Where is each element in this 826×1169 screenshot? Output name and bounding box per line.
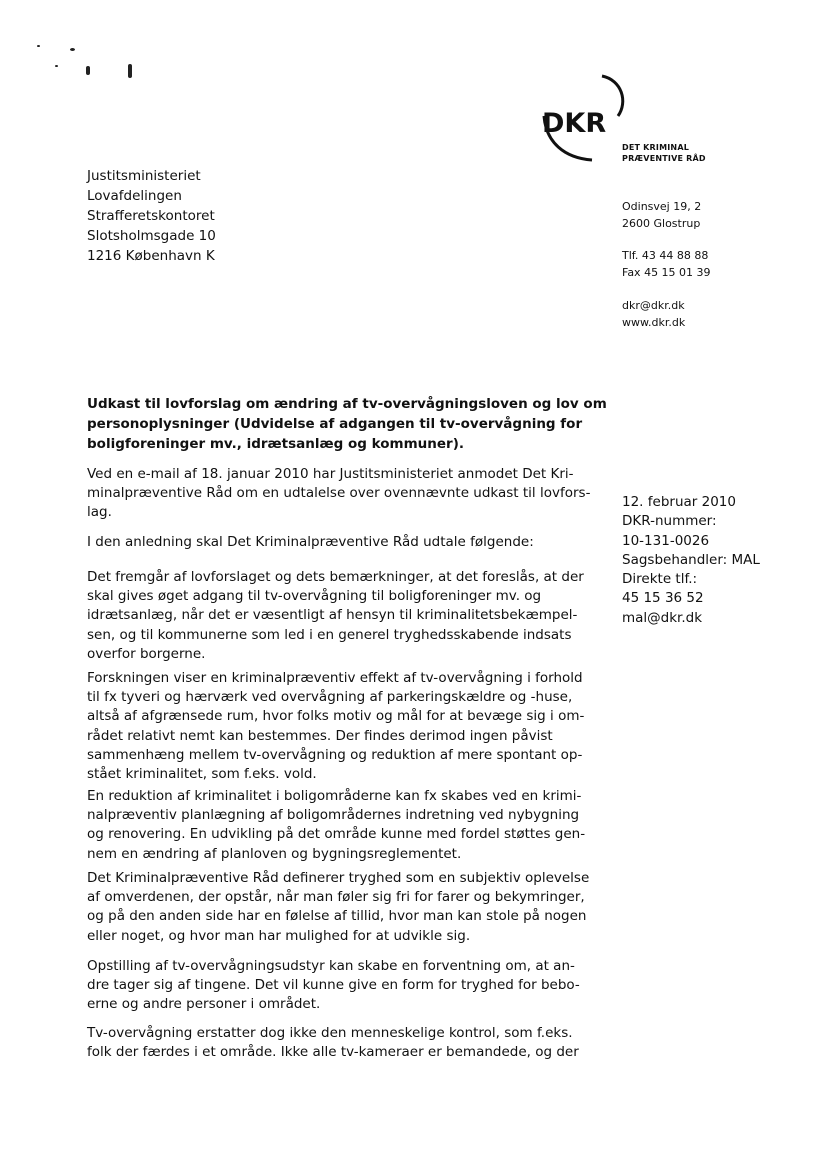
recipient-line: Strafferetskontoret bbox=[87, 208, 215, 224]
paragraph-line: Ved en e-mail af 18. januar 2010 har Justitsministeriet anmodet Det Kri- bbox=[87, 466, 574, 482]
paragraph-line: Opstilling af tv-overvågningsudstyr kan skabe en forventning om, at an- bbox=[87, 958, 575, 974]
dkr-logo bbox=[524, 72, 634, 168]
subject-line: boligforeninger mv., idrætsanlæg og kommuner). bbox=[87, 436, 465, 452]
paragraph-line: Det fremgår af lovforslaget og dets bemærkninger, at det foreslås, at der bbox=[87, 569, 584, 585]
paragraph-line: minalpræventive Råd om en udtalelse over ovennævnte udkast til lovfors- bbox=[87, 485, 591, 502]
paragraph bbox=[87, 465, 612, 523]
paragraph-line: En reduktion af kriminalitet i boligområderne kan fx skabes ved en krimi- bbox=[87, 788, 582, 804]
paragraph-line: nem en ændring af planloven og bygningsreglementet. bbox=[87, 845, 462, 862]
email-link[interactable]: dkr@dkr.dk bbox=[622, 299, 685, 312]
paragraph-line: og renovering. En udvikling på det område kunne med fordel støttes gen- bbox=[87, 826, 586, 843]
address-line: 2600 Glostrup bbox=[622, 217, 701, 230]
paragraph-line: nalpræventiv planlægning af boligområdernes indretning ved nybygning bbox=[87, 807, 580, 824]
paragraph-line: altså af afgrænsede rum, hvor folks motiv og mål for at bevæge sig i om- bbox=[87, 708, 585, 725]
organization-name bbox=[622, 142, 706, 164]
paragraph-line: folk der færdes i et område. Ikke alle tv-kameraer er bemandede, og der bbox=[87, 1044, 579, 1061]
website-link[interactable]: www.dkr.dk bbox=[622, 316, 686, 329]
paragraph-line: Forskningen viser en kriminalpræventiv effekt af tv-overvågning i forhold bbox=[87, 670, 583, 686]
paragraph-line: og på den anden side har en følelse af tillid, hvor man kan stole på nogen bbox=[87, 908, 587, 925]
recipient-line: Slotsholmsgade 10 bbox=[87, 228, 216, 244]
subject-line: Udkast til lovforslag om ændring af tv-overvågningsloven og lov om bbox=[87, 396, 607, 412]
paragraph bbox=[87, 787, 612, 864]
direct-phone: 45 15 36 52 bbox=[622, 590, 704, 607]
paragraph-line: idrætsanlæg, når det er væsentligt af hensyn til kriminalitetsbekæmpel- bbox=[87, 607, 578, 624]
recipient-line: Lovafdelingen bbox=[87, 188, 182, 204]
paragraph-line: af omverdenen, der opstår, når man føler sig fri for farer og bekymringer, bbox=[87, 889, 585, 906]
paragraph bbox=[87, 669, 612, 784]
recipient-address bbox=[87, 166, 216, 266]
recipient-line: Justitsministeriet bbox=[87, 168, 201, 184]
paragraph-line: sammenhæng mellem tv-overvågning og reduktion af mere spontant op- bbox=[87, 746, 583, 763]
case-number-label: DKR-nummer: bbox=[622, 513, 717, 530]
paragraph-line: overfor borgerne. bbox=[87, 645, 206, 662]
fax-line: Fax 45 15 01 39 bbox=[622, 266, 711, 279]
paragraph bbox=[87, 1024, 612, 1062]
letter-date: 12. februar 2010 bbox=[622, 494, 736, 510]
paragraph bbox=[87, 957, 612, 1015]
case-officer: Sagsbehandler: MAL bbox=[622, 551, 760, 568]
paragraph-line: Det Kriminalpræventive Råd definerer tryghed som en subjektiv oplevelse bbox=[87, 870, 590, 886]
paragraph-line: eller noget, og hvor man har mulighed for at udvikle sig. bbox=[87, 927, 471, 944]
paragraph-line: Tv-overvågning erstatter dog ikke den menneskelige kontrol, som f.eks. bbox=[87, 1025, 573, 1041]
paragraph bbox=[87, 568, 612, 664]
scan-speck bbox=[37, 45, 40, 47]
officer-email[interactable]: mal@dkr.dk bbox=[622, 609, 703, 626]
paragraph-line: sen, og til kommunerne som led i en generel tryghedsskabende indsats bbox=[87, 626, 572, 643]
organization-name-line: PRÆVENTIVE RÅD bbox=[622, 154, 706, 163]
phone-line: Tlf. 43 44 88 88 bbox=[622, 249, 709, 262]
scan-speck bbox=[70, 48, 75, 51]
paragraph-line: I den anledning skal Det Kriminalpræventive Råd udtale følgende: bbox=[87, 534, 534, 550]
direct-phone-label: Direkte tlf.: bbox=[622, 571, 698, 588]
organization-phone bbox=[622, 247, 711, 281]
paragraph-line: rådet relativt nemt kan bestemmes. Der findes derimod ingen påvist bbox=[87, 727, 553, 744]
letter-subject bbox=[87, 394, 622, 454]
paragraph-line: til fx tyveri og hærværk ved overvågning af parkeringskældre og -huse, bbox=[87, 689, 573, 706]
letter-meta bbox=[622, 493, 760, 628]
scan-speck bbox=[86, 66, 90, 75]
paragraph bbox=[87, 869, 612, 946]
organization-web bbox=[622, 297, 685, 331]
paragraph-line: stået kriminalitet, som f.eks. vold. bbox=[87, 766, 317, 783]
logo-text: DKR bbox=[542, 108, 607, 139]
paragraph-line: dre tager sig af tingene. Det vil kunne give en form for tryghed for bebo- bbox=[87, 977, 580, 994]
scan-speck bbox=[128, 64, 132, 78]
address-line: Odinsvej 19, 2 bbox=[622, 200, 702, 213]
scan-speck bbox=[55, 65, 58, 67]
organization-address bbox=[622, 198, 701, 232]
case-number: 10-131-0026 bbox=[622, 532, 710, 549]
paragraph bbox=[87, 533, 612, 552]
recipient-line: 1216 København K bbox=[87, 248, 215, 264]
paragraph-line: erne og andre personer i området. bbox=[87, 996, 321, 1013]
paragraph-line: skal gives øget adgang til tv-overvågning til boligforeninger mv. og bbox=[87, 588, 542, 605]
subject-line: personoplysninger (Udvidelse af adgangen til tv-overvågning for bbox=[87, 416, 583, 432]
paragraph-line: lag. bbox=[87, 504, 112, 521]
organization-name-line: DET KRIMINAL bbox=[622, 143, 690, 152]
